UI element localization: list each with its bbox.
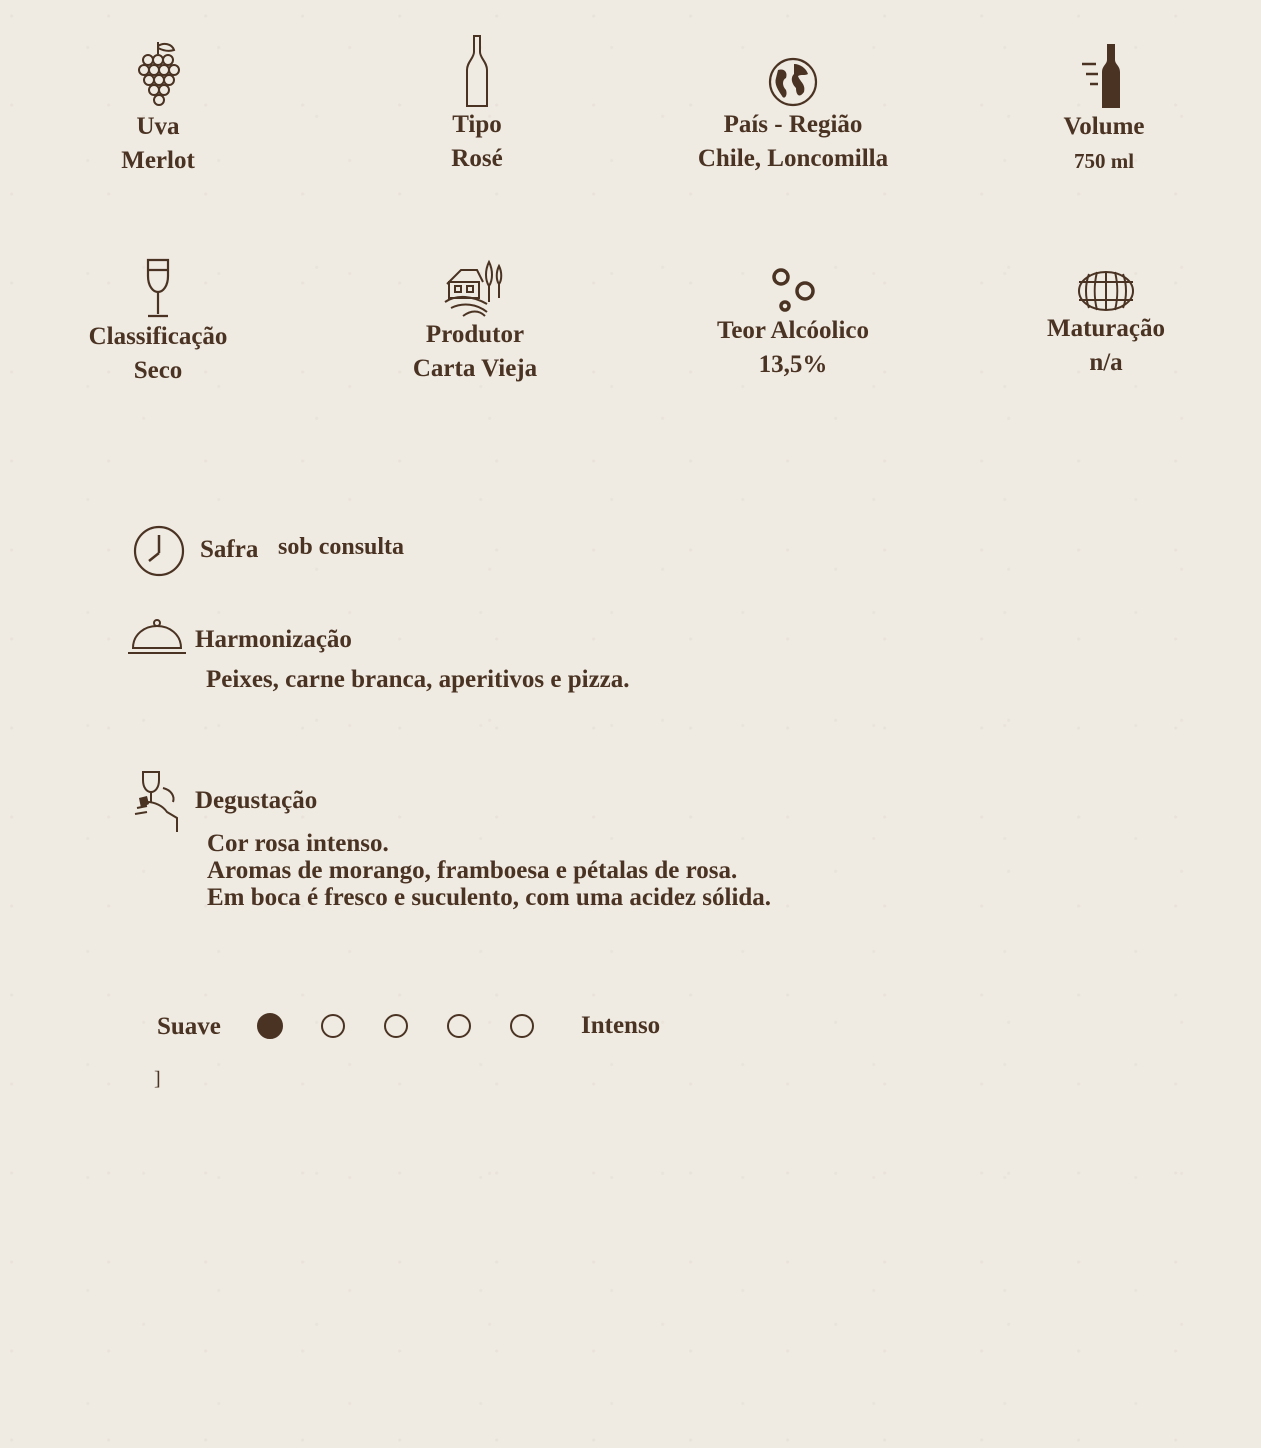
spec-label: Maturação [1046,315,1166,342]
intensity-right-label: Intenso [581,1012,661,1039]
stray-mark: ] [154,1068,161,1090]
wine-glass-icon [143,258,173,320]
grape-icon [136,40,180,110]
degustacao-line-1: Cor rosa intenso. [207,830,389,857]
spec-value: 13,5% [758,351,828,378]
clock-icon [133,525,185,577]
spec-value: Merlot [121,147,195,174]
harmonizacao-text: Peixes, carne branca, aperitivos e pizza. [206,666,630,693]
spec-value: n/a [1089,349,1123,376]
cloche-icon [127,618,187,656]
spec-label: Teor Alcóolico [716,317,870,344]
spec-uva [28,40,288,178]
spec-label: Tipo [452,111,502,138]
spec-value: Rosé [451,145,503,172]
spec-label: Produtor [425,321,525,348]
spec-tipo [347,34,607,176]
intensity-dot [257,1013,283,1039]
spec-volume [974,42,1234,178]
spec-value: Carta Vieja [412,355,538,382]
spec-teor-alcoolico [663,266,923,382]
intensity-dot [510,1014,534,1038]
globe-icon [768,56,818,108]
spec-label: Volume [1063,113,1145,140]
spec-classificacao [28,258,288,388]
safra-value: sob consulta [278,534,405,560]
intensity-dot [384,1014,408,1038]
degustacao-line-2: Aromas de morango, framboesa e pétalas de rosa. [207,857,738,884]
degustacao-label: Degustação [195,787,318,814]
tasting-icon [133,768,183,834]
spec-label: País - Região [723,111,863,138]
spec-value: Chile, Loncomilla [697,145,889,172]
spec-pais-regiao [663,56,923,176]
bottle-filled-icon [1076,42,1132,110]
intensity-left-label: Suave [157,1013,221,1040]
safra-label: Safra [200,536,259,563]
spec-label: Classificação [88,323,228,350]
spec-maturacao [976,270,1236,380]
bubbles-icon [769,266,817,314]
winery-icon [443,258,507,318]
spec-value: Seco [133,357,183,384]
degustacao-line-3: Em boca é fresco e suculento, com uma acidez sólida. [207,884,772,911]
spec-label: Uva [136,113,180,140]
bottle-icon [465,34,489,108]
spec-produtor [345,258,605,386]
intensity-dot [321,1014,345,1038]
harmonizacao-label: Harmonização [195,626,352,653]
spec-value: 750 ml [1073,149,1135,173]
intensity-dot [447,1014,471,1038]
barrel-icon [1077,270,1135,312]
